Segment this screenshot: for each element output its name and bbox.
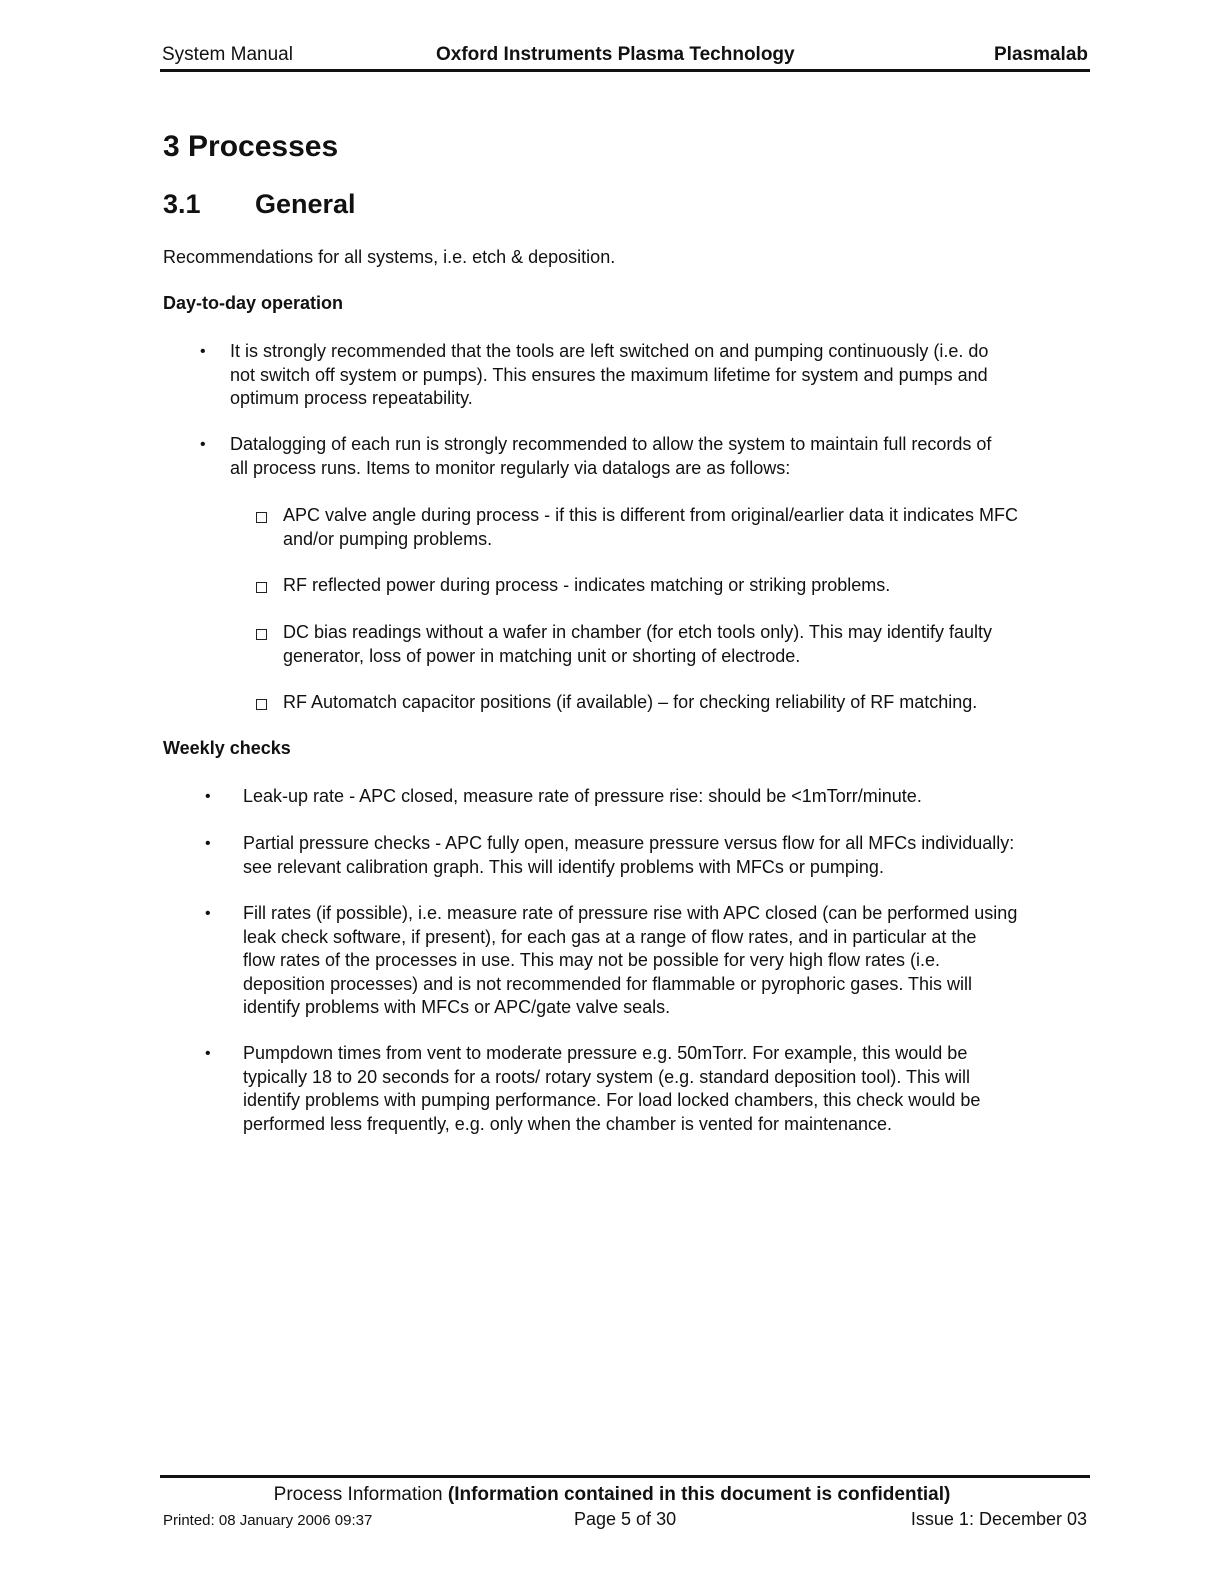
bullet-icon: • xyxy=(200,436,206,453)
header-company: Oxford Instruments Plasma Technology xyxy=(436,44,795,65)
line: all process runs. Items to monitor regularly via datalogs are as follows: xyxy=(230,457,791,478)
chapter-heading xyxy=(163,130,338,164)
list-item xyxy=(283,504,1018,551)
line: Fill rates (if possible), i.e. measure rate of pressure rise with APC closed (can be performed using xyxy=(243,903,1018,923)
line: It is strongly recommended that the tools are left switched on and pumping continuously (i.e. do xyxy=(230,341,989,361)
list-item xyxy=(230,433,991,480)
weekly-checks-heading: Weekly checks xyxy=(163,738,291,758)
footer-label: Process Information xyxy=(273,1484,443,1505)
section-title: General xyxy=(255,189,356,219)
line: identify problems with MFCs or APC/gate valve seals. xyxy=(243,997,671,1017)
section-number: 3.1 xyxy=(163,189,201,219)
footer-confidential-notice: (Information contained in this document is confidential) xyxy=(447,1484,951,1505)
footer-issue: Issue 1: December 03 xyxy=(910,1509,1087,1529)
line: not switch off system or pumps). This ensures the maximum lifetime for system and pumps and xyxy=(230,364,988,385)
bullet-icon: • xyxy=(205,788,211,805)
line: optimum process repeatability. xyxy=(230,388,473,408)
header-product: Plasmalab xyxy=(994,44,1088,65)
line: leak check software, if present), for each gas at a range of flow rates, and in particular at the xyxy=(243,926,977,947)
line: identify problems with pumping performance. For load locked chambers, this check would be xyxy=(243,1090,981,1110)
list-item xyxy=(283,621,992,668)
bullet-icon: • xyxy=(205,835,211,852)
checkbox-square-icon xyxy=(256,699,267,710)
page-header xyxy=(162,44,1088,70)
line: deposition processes) and is not recommended for flammable or pyrophoric gases. This will xyxy=(243,973,973,994)
intro-paragraph: Recommendations for all systems, i.e. etch & deposition. xyxy=(163,247,616,267)
checkbox-square-icon xyxy=(256,512,267,523)
line: flow rates of the processes in use. This may not be possible for very high flow rates (i.e. xyxy=(243,950,940,970)
bullet-icon: • xyxy=(205,905,211,922)
bullet-icon: • xyxy=(205,1045,211,1062)
footer-printed-date: Printed: 08 January 2006 09:37 xyxy=(163,1512,373,1529)
list-item xyxy=(283,691,977,715)
line: generator, loss of power in matching unit or shorting of electrode. xyxy=(283,645,801,666)
checkbox-square-icon xyxy=(256,582,267,593)
bullet-icon: • xyxy=(200,343,206,360)
chapter-title: Processes xyxy=(188,130,339,163)
line: APC valve angle during process - if this is different from original/earlier data it indicates MFC xyxy=(283,505,1018,525)
line: Pumpdown times from vent to moderate pressure e.g. 50mTorr. For example, this would be xyxy=(243,1043,968,1063)
day-to-day-heading: Day-to-day operation xyxy=(163,293,344,313)
chapter-number: 3 xyxy=(163,130,180,163)
footer-confidentiality xyxy=(0,1484,1224,1506)
footer-rule xyxy=(160,1475,1090,1478)
line: Datalogging of each run is strongly recommended to allow the system to maintain full records of xyxy=(230,434,992,454)
line: DC bias readings without a wafer in chamber (for etch tools only). This may identify faulty xyxy=(283,622,992,642)
footer-page-number: Page 5 of 30 xyxy=(574,1509,677,1529)
section-heading xyxy=(163,189,356,220)
list-item xyxy=(243,902,1017,1020)
list-item xyxy=(230,340,988,411)
line: see relevant calibration graph. This will identify problems with MFCs or pumping. xyxy=(243,856,884,877)
list-item xyxy=(243,832,1014,879)
line: and/or pumping problems. xyxy=(283,528,493,549)
line: typically 18 to 20 seconds for a roots/ rotary system (e.g. standard deposition tool). This will xyxy=(243,1066,971,1087)
header-rule xyxy=(160,69,1090,72)
header-manual-title: System Manual xyxy=(162,44,293,65)
list-item xyxy=(243,1042,980,1136)
line: Partial pressure checks - APC fully open, measure pressure versus flow for all MFCs individually: xyxy=(243,833,1015,853)
line: Leak-up rate - APC closed, measure rate of pressure rise: should be <1mTorr/minute. xyxy=(243,786,922,806)
line: performed less frequently, e.g. only when the chamber is vented for maintenance. xyxy=(243,1113,893,1134)
checkbox-square-icon xyxy=(256,629,267,640)
list-item xyxy=(283,574,890,598)
line: RF Automatch capacitor positions (if available) – for checking reliability of RF matching. xyxy=(283,692,978,712)
list-item xyxy=(243,785,922,809)
line: RF reflected power during process - indicates matching or striking problems. xyxy=(283,575,891,595)
